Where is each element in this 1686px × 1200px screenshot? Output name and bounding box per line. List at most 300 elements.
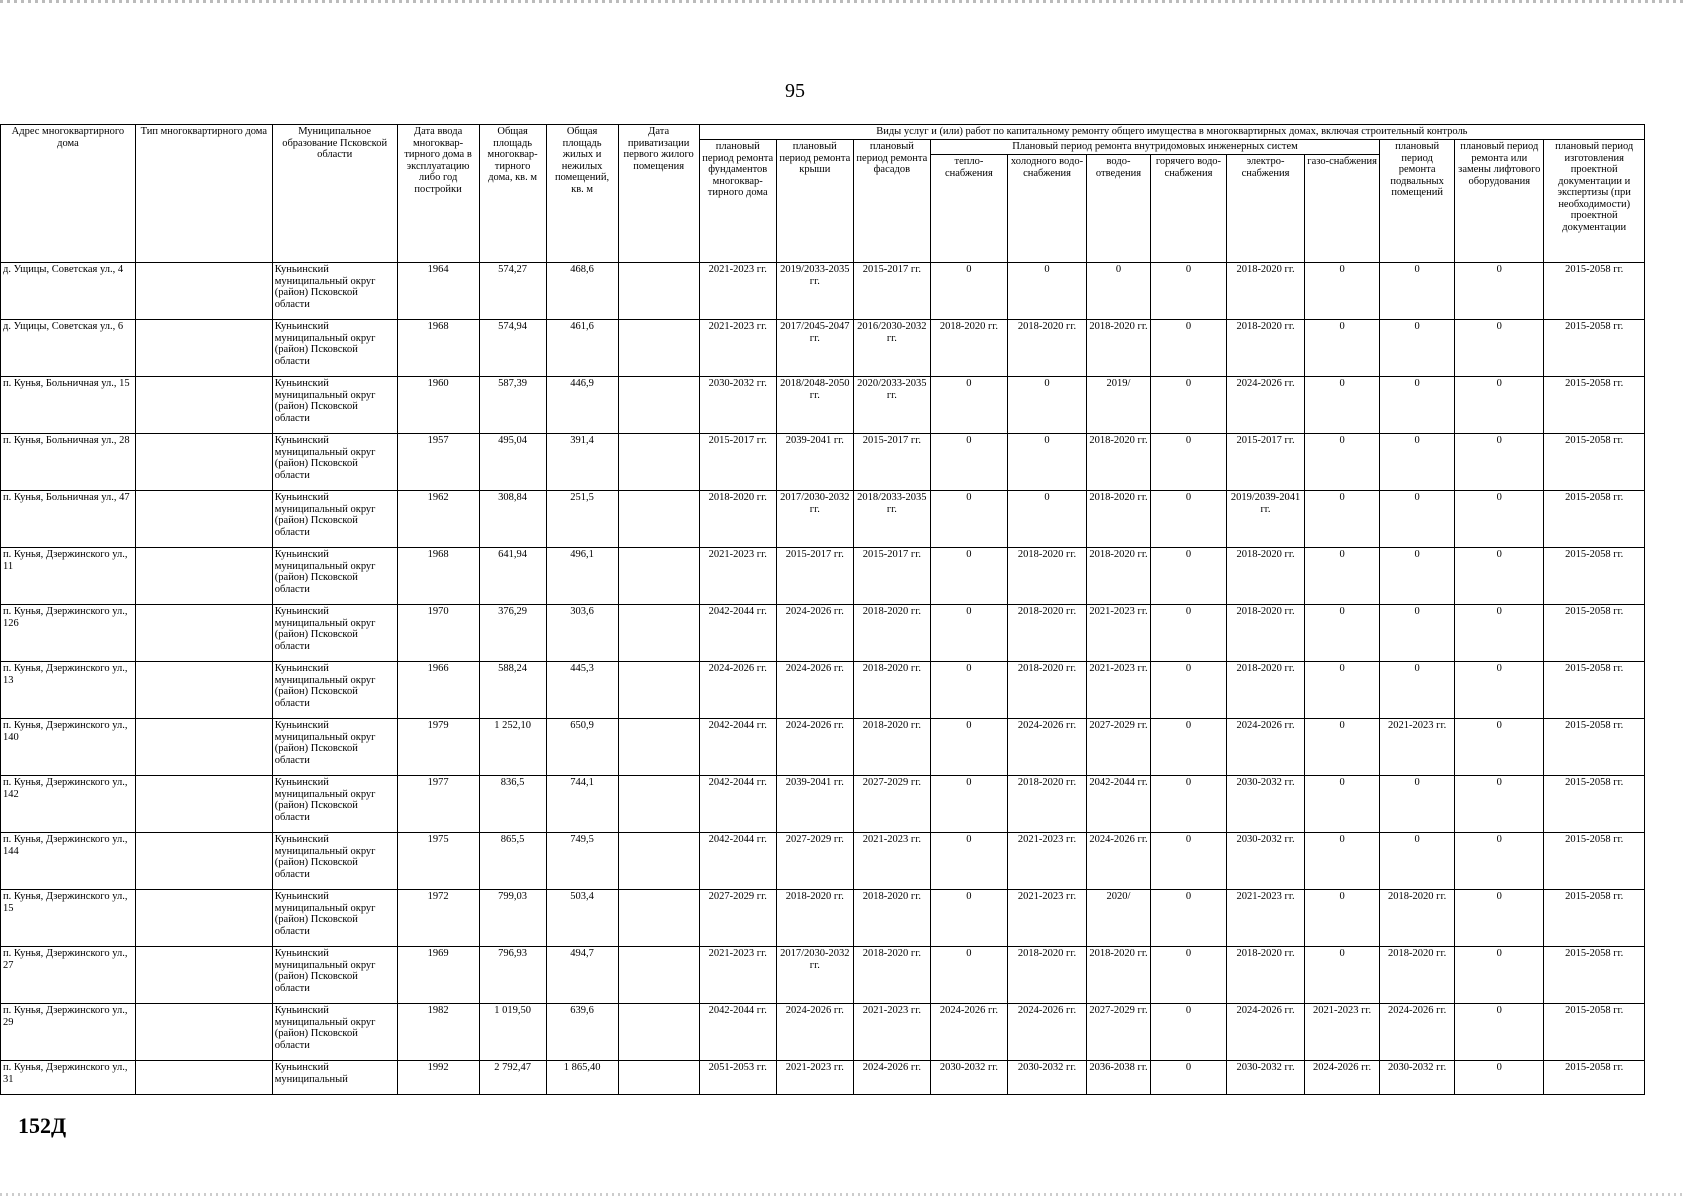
cell-design: 2015-2058 гг. (1544, 263, 1645, 320)
cell-basement: 0 (1380, 320, 1455, 377)
cell-privatization (618, 662, 699, 719)
cell-electric: 2030-2032 гг. (1227, 776, 1305, 833)
cell-elevator: 0 (1455, 377, 1544, 434)
cell-heat: 0 (930, 263, 1007, 320)
cell-foundation: 2015-2017 гг. (699, 434, 776, 491)
cell-electric: 2019/2039-2041 гг. (1227, 491, 1305, 548)
cell-basement: 2018-2020 гг. (1380, 890, 1455, 947)
cell-hot-water: 0 (1150, 1061, 1226, 1095)
cell-hot-water: 0 (1150, 947, 1226, 1004)
cell-type (135, 719, 272, 776)
cell-total-area: 1 252,10 (479, 719, 546, 776)
cell-elevator: 0 (1455, 605, 1544, 662)
cell-design: 2015-2058 гг. (1544, 1061, 1645, 1095)
cell-facade: 2021-2023 гг. (853, 1004, 930, 1061)
cell-heat: 0 (930, 491, 1007, 548)
cell-gas: 0 (1305, 434, 1380, 491)
cell-privatization (618, 377, 699, 434)
cell-roof: 2024-2026 гг. (776, 662, 853, 719)
cell-cold-water: 2018-2020 гг. (1007, 320, 1086, 377)
cell-municipality: Куньинский муниципальный округ (район) Псковской области (272, 263, 397, 320)
cell-sewer: 2021-2023 гг. (1087, 662, 1151, 719)
cell-premises-area: 639,6 (546, 1004, 618, 1061)
cell-sewer: 2018-2020 гг. (1087, 947, 1151, 1004)
cell-basement: 0 (1380, 377, 1455, 434)
header-roof: плановый период ремонта крыши (776, 140, 853, 263)
cell-total-area: 376,29 (479, 605, 546, 662)
cell-facade: 2018/2033-2035 гг. (853, 491, 930, 548)
cell-cold-water: 2018-2020 гг. (1007, 947, 1086, 1004)
footer-code: 152Д (18, 1113, 67, 1138)
cell-hot-water: 0 (1150, 662, 1226, 719)
cell-roof: 2024-2026 гг. (776, 719, 853, 776)
cell-electric: 2021-2023 гг. (1227, 890, 1305, 947)
header-total-area: Общая площадь многоквар-тирного дома, кв. м (479, 125, 546, 263)
cell-gas: 0 (1305, 320, 1380, 377)
cell-privatization (618, 833, 699, 890)
cell-basement: 2021-2023 гг. (1380, 719, 1455, 776)
cell-premises-area: 496,1 (546, 548, 618, 605)
header-address: Адрес многоквартирного дома (1, 125, 136, 263)
cell-type (135, 605, 272, 662)
cell-design: 2015-2058 гг. (1544, 548, 1645, 605)
cell-roof: 2021-2023 гг. (776, 1061, 853, 1095)
cell-premises-area: 494,7 (546, 947, 618, 1004)
cell-foundation: 2042-2044 гг. (699, 1004, 776, 1061)
cell-roof: 2017/2045-2047 гг. (776, 320, 853, 377)
cell-heat: 0 (930, 833, 1007, 890)
header-type: Тип многоквартирного дома (135, 125, 272, 263)
cell-foundation: 2042-2044 гг. (699, 833, 776, 890)
cell-design: 2015-2058 гг. (1544, 605, 1645, 662)
cell-type (135, 890, 272, 947)
cell-foundation: 2030-2032 гг. (699, 377, 776, 434)
cell-address: п. Кунья, Дзержинского ул., 126 (1, 605, 136, 662)
cell-elevator: 0 (1455, 1061, 1544, 1095)
cell-gas: 0 (1305, 662, 1380, 719)
cell-type (135, 776, 272, 833)
table-row (1, 491, 1645, 548)
cell-elevator: 0 (1455, 833, 1544, 890)
cell-design: 2015-2058 гг. (1544, 947, 1645, 1004)
cell-facade: 2015-2017 гг. (853, 434, 930, 491)
cell-elevator: 0 (1455, 776, 1544, 833)
cell-electric: 2018-2020 гг. (1227, 548, 1305, 605)
header-facade: плановый период ремонта фасадов (853, 140, 930, 263)
cell-hot-water: 0 (1150, 890, 1226, 947)
cell-hot-water: 0 (1150, 1004, 1226, 1061)
cell-foundation: 2027-2029 гг. (699, 890, 776, 947)
cell-facade: 2018-2020 гг. (853, 890, 930, 947)
cell-cold-water: 0 (1007, 377, 1086, 434)
header-works-group: Виды услуг и (или) работ по капитальному ремонту общего имущества в многоквартирных домах, включая строительный контроль (699, 125, 1644, 140)
cell-privatization (618, 263, 699, 320)
cell-privatization (618, 890, 699, 947)
table-row (1, 320, 1645, 377)
cell-year: 1957 (397, 434, 479, 491)
cell-electric: 2018-2020 гг. (1227, 662, 1305, 719)
cell-privatization (618, 776, 699, 833)
cell-facade: 2018-2020 гг. (853, 605, 930, 662)
cell-facade: 2021-2023 гг. (853, 833, 930, 890)
cell-municipality: Куньинский муниципальный округ (район) Псковской области (272, 1004, 397, 1061)
cell-premises-area: 461,6 (546, 320, 618, 377)
cell-electric: 2015-2017 гг. (1227, 434, 1305, 491)
header-electric: электро-снабжения (1227, 155, 1305, 263)
cell-year: 1979 (397, 719, 479, 776)
table-row (1, 947, 1645, 1004)
cell-privatization (618, 1004, 699, 1061)
cell-type (135, 662, 272, 719)
table-row (1, 548, 1645, 605)
cell-facade: 2016/2030-2032 гг. (853, 320, 930, 377)
cell-electric: 2024-2026 гг. (1227, 1004, 1305, 1061)
cell-sewer: 2027-2029 гг. (1087, 1004, 1151, 1061)
cell-facade: 2015-2017 гг. (853, 263, 930, 320)
cell-electric: 2018-2020 гг. (1227, 947, 1305, 1004)
cell-cold-water: 2030-2032 гг. (1007, 1061, 1086, 1095)
cell-basement: 0 (1380, 263, 1455, 320)
cell-premises-area: 468,6 (546, 263, 618, 320)
cell-type (135, 947, 272, 1004)
cell-premises-area: 650,9 (546, 719, 618, 776)
cell-foundation: 2021-2023 гг. (699, 947, 776, 1004)
cell-municipality: Куньинский муниципальный округ (район) Псковской области (272, 605, 397, 662)
cell-gas: 2021-2023 гг. (1305, 1004, 1380, 1061)
cell-roof: 2027-2029 гг. (776, 833, 853, 890)
cell-design: 2015-2058 гг. (1544, 434, 1645, 491)
cell-basement: 0 (1380, 833, 1455, 890)
cell-gas: 0 (1305, 491, 1380, 548)
cell-premises-area: 445,3 (546, 662, 618, 719)
cell-heat: 0 (930, 548, 1007, 605)
cell-total-area: 587,39 (479, 377, 546, 434)
cell-privatization (618, 320, 699, 377)
cell-cold-water: 2018-2020 гг. (1007, 605, 1086, 662)
cell-facade: 2018-2020 гг. (853, 662, 930, 719)
cell-elevator: 0 (1455, 719, 1544, 776)
cell-heat: 0 (930, 947, 1007, 1004)
cell-cold-water: 2024-2026 гг. (1007, 719, 1086, 776)
cell-foundation: 2051-2053 гг. (699, 1061, 776, 1095)
cell-elevator: 0 (1455, 548, 1544, 605)
cell-total-area: 574,94 (479, 320, 546, 377)
cell-total-area: 836,5 (479, 776, 546, 833)
cell-foundation: 2018-2020 гг. (699, 491, 776, 548)
cell-gas: 0 (1305, 833, 1380, 890)
cell-address: п. Кунья, Больничная ул., 47 (1, 491, 136, 548)
cell-heat: 0 (930, 776, 1007, 833)
cell-gas: 0 (1305, 776, 1380, 833)
cell-total-area: 1 019,50 (479, 1004, 546, 1061)
cell-privatization (618, 1061, 699, 1095)
cell-municipality: Куньинский муниципальный округ (район) Псковской области (272, 719, 397, 776)
cell-total-area: 308,84 (479, 491, 546, 548)
cell-municipality: Куньинский муниципальный округ (район) Псковской области (272, 377, 397, 434)
cell-sewer: 2018-2020 гг. (1087, 320, 1151, 377)
cell-elevator: 0 (1455, 662, 1544, 719)
header-design-docs: плановый период изготовления проектной документации и экспертизы (при необходимости) проектной документации (1544, 140, 1645, 263)
cell-premises-area: 749,5 (546, 833, 618, 890)
table-row (1, 833, 1645, 890)
cell-premises-area: 503,4 (546, 890, 618, 947)
cell-foundation: 2024-2026 гг. (699, 662, 776, 719)
cell-municipality: Куньинский муниципальный округ (район) Псковской области (272, 890, 397, 947)
table-row (1, 377, 1645, 434)
cell-type (135, 833, 272, 890)
cell-gas: 0 (1305, 377, 1380, 434)
cell-total-area: 2 792,47 (479, 1061, 546, 1095)
cell-cold-water: 2018-2020 гг. (1007, 662, 1086, 719)
table-row (1, 890, 1645, 947)
cell-elevator: 0 (1455, 263, 1544, 320)
cell-total-area: 588,24 (479, 662, 546, 719)
header-systems-group: Плановый период ремонта внутридомовых инженерных систем (930, 140, 1379, 155)
cell-municipality: Куньинский муниципальный округ (район) Псковской области (272, 662, 397, 719)
cell-sewer: 2020/ (1087, 890, 1151, 947)
cell-year: 1977 (397, 776, 479, 833)
cell-heat: 0 (930, 605, 1007, 662)
cell-facade: 2018-2020 гг. (853, 947, 930, 1004)
cell-municipality: Куньинский муниципальный округ (район) Псковской области (272, 320, 397, 377)
scan-edge-top (0, 0, 1686, 3)
cell-basement: 0 (1380, 491, 1455, 548)
table-body (1, 263, 1645, 1095)
cell-basement: 0 (1380, 605, 1455, 662)
cell-municipality: Куньинский муниципальный (272, 1061, 397, 1095)
cell-sewer: 2018-2020 гг. (1087, 434, 1151, 491)
cell-facade: 2024-2026 гг. (853, 1061, 930, 1095)
cell-address: д. Ущицы, Советская ул., 6 (1, 320, 136, 377)
cell-sewer: 2024-2026 гг. (1087, 833, 1151, 890)
cell-cold-water: 0 (1007, 491, 1086, 548)
cell-heat: 0 (930, 662, 1007, 719)
cell-hot-water: 0 (1150, 263, 1226, 320)
cell-roof: 2024-2026 гг. (776, 605, 853, 662)
table-row (1, 662, 1645, 719)
cell-elevator: 0 (1455, 434, 1544, 491)
cell-total-area: 574,27 (479, 263, 546, 320)
cell-elevator: 0 (1455, 947, 1544, 1004)
header-heat: тепло-снабжения (930, 155, 1007, 263)
cell-design: 2015-2058 гг. (1544, 1004, 1645, 1061)
cell-gas: 0 (1305, 263, 1380, 320)
cell-gas: 0 (1305, 947, 1380, 1004)
cell-foundation: 2021-2023 гг. (699, 548, 776, 605)
cell-foundation: 2021-2023 гг. (699, 263, 776, 320)
cell-heat: 0 (930, 377, 1007, 434)
cell-roof: 2019/2033-2035 гг. (776, 263, 853, 320)
cell-type (135, 491, 272, 548)
cell-address: п. Кунья, Больничная ул., 15 (1, 377, 136, 434)
cell-basement: 0 (1380, 434, 1455, 491)
cell-total-area: 865,5 (479, 833, 546, 890)
cell-hot-water: 0 (1150, 434, 1226, 491)
cell-address: д. Ущицы, Советская ул., 4 (1, 263, 136, 320)
cell-basement: 2018-2020 гг. (1380, 947, 1455, 1004)
cell-design: 2015-2058 гг. (1544, 320, 1645, 377)
cell-privatization (618, 947, 699, 1004)
cell-facade: 2015-2017 гг. (853, 548, 930, 605)
header-privatization-date: Дата приватизации первого жилого помещения (618, 125, 699, 263)
cell-hot-water: 0 (1150, 776, 1226, 833)
cell-gas: 0 (1305, 890, 1380, 947)
cell-municipality: Куньинский муниципальный округ (район) Псковской области (272, 833, 397, 890)
header-elevator: плановый период ремонта или замены лифтового оборудования (1455, 140, 1544, 263)
cell-year: 1975 (397, 833, 479, 890)
cell-elevator: 0 (1455, 1004, 1544, 1061)
cell-electric: 2024-2026 гг. (1227, 719, 1305, 776)
cell-roof: 2018-2020 гг. (776, 890, 853, 947)
cell-address: п. Кунья, Дзержинского ул., 142 (1, 776, 136, 833)
cell-basement: 0 (1380, 776, 1455, 833)
cell-year: 1970 (397, 605, 479, 662)
cell-municipality: Куньинский муниципальный округ (район) Псковской области (272, 776, 397, 833)
cell-address: п. Кунья, Дзержинского ул., 31 (1, 1061, 136, 1095)
cell-year: 1969 (397, 947, 479, 1004)
cell-foundation: 2042-2044 гг. (699, 776, 776, 833)
cell-municipality: Куньинский муниципальный округ (район) Псковской области (272, 947, 397, 1004)
cell-municipality: Куньинский муниципальный округ (район) Псковской области (272, 434, 397, 491)
page-number: 95 (785, 80, 805, 102)
cell-heat: 2024-2026 гг. (930, 1004, 1007, 1061)
cell-privatization (618, 434, 699, 491)
cell-gas: 0 (1305, 605, 1380, 662)
cell-hot-water: 0 (1150, 320, 1226, 377)
header-row-1 (1, 125, 1645, 140)
cell-address: п. Кунья, Дзержинского ул., 29 (1, 1004, 136, 1061)
cell-cold-water: 2021-2023 гг. (1007, 833, 1086, 890)
cell-year: 1982 (397, 1004, 479, 1061)
scan-edge-bottom (0, 1193, 1686, 1196)
cell-facade: 2027-2029 гг. (853, 776, 930, 833)
cell-type (135, 1061, 272, 1095)
cell-privatization (618, 491, 699, 548)
cell-cold-water: 2024-2026 гг. (1007, 1004, 1086, 1061)
cell-roof: 2024-2026 гг. (776, 1004, 853, 1061)
cell-facade: 2018-2020 гг. (853, 719, 930, 776)
cell-roof: 2018/2048-2050 гг. (776, 377, 853, 434)
cell-address: п. Кунья, Дзержинского ул., 140 (1, 719, 136, 776)
cell-address: п. Кунья, Дзержинского ул., 144 (1, 833, 136, 890)
cell-basement: 0 (1380, 662, 1455, 719)
cell-sewer: 2036-2038 гг. (1087, 1061, 1151, 1095)
cell-sewer: 2018-2020 гг. (1087, 491, 1151, 548)
cell-cold-water: 2021-2023 гг. (1007, 890, 1086, 947)
cell-sewer: 2018-2020 гг. (1087, 548, 1151, 605)
cell-elevator: 0 (1455, 890, 1544, 947)
cell-year: 1968 (397, 548, 479, 605)
cell-cold-water: 2018-2020 гг. (1007, 548, 1086, 605)
cell-total-area: 799,03 (479, 890, 546, 947)
cell-hot-water: 0 (1150, 719, 1226, 776)
cell-heat: 2018-2020 гг. (930, 320, 1007, 377)
cell-total-area: 495,04 (479, 434, 546, 491)
cell-sewer: 2021-2023 гг. (1087, 605, 1151, 662)
cell-type (135, 548, 272, 605)
cell-electric: 2018-2020 гг. (1227, 605, 1305, 662)
cell-electric: 2030-2032 гг. (1227, 833, 1305, 890)
cell-sewer: 2019/ (1087, 377, 1151, 434)
cell-premises-area: 744,1 (546, 776, 618, 833)
cell-foundation: 2042-2044 гг. (699, 605, 776, 662)
cell-roof: 2039-2041 гг. (776, 776, 853, 833)
cell-type (135, 263, 272, 320)
cell-hot-water: 0 (1150, 548, 1226, 605)
header-municipality: Муниципальное образование Псковской области (272, 125, 397, 263)
cell-year: 1972 (397, 890, 479, 947)
cell-hot-water: 0 (1150, 377, 1226, 434)
cell-privatization (618, 719, 699, 776)
cell-premises-area: 303,6 (546, 605, 618, 662)
table-row (1, 434, 1645, 491)
header-gas: газо-снабжения (1305, 155, 1380, 263)
cell-year: 1962 (397, 491, 479, 548)
cell-address: п. Кунья, Дзержинского ул., 27 (1, 947, 136, 1004)
cell-municipality: Куньинский муниципальный округ (район) Псковской области (272, 548, 397, 605)
cell-address: п. Кунья, Дзержинского ул., 15 (1, 890, 136, 947)
cell-design: 2015-2058 гг. (1544, 833, 1645, 890)
cell-hot-water: 0 (1150, 491, 1226, 548)
cell-type (135, 320, 272, 377)
cell-type (135, 434, 272, 491)
cell-roof: 2017/2030-2032 гг. (776, 947, 853, 1004)
cell-year: 1992 (397, 1061, 479, 1095)
cell-elevator: 0 (1455, 320, 1544, 377)
cell-hot-water: 0 (1150, 605, 1226, 662)
header-foundation: плановый период ремонта фундаментов многоквар-тирного дома (699, 140, 776, 263)
cell-heat: 2030-2032 гг. (930, 1061, 1007, 1095)
table-row (1, 776, 1645, 833)
table-row (1, 1061, 1645, 1095)
cell-design: 2015-2058 гг. (1544, 377, 1645, 434)
cell-design: 2015-2058 гг. (1544, 662, 1645, 719)
cell-gas: 0 (1305, 548, 1380, 605)
cell-roof: 2015-2017 гг. (776, 548, 853, 605)
header-premises-area: Общая площадь жилых и нежилых помещений, кв. м (546, 125, 618, 263)
header-hot-water: горячего водо-снабжения (1150, 155, 1226, 263)
cell-electric: 2018-2020 гг. (1227, 263, 1305, 320)
cell-design: 2015-2058 гг. (1544, 491, 1645, 548)
cell-year: 1964 (397, 263, 479, 320)
cell-cold-water: 0 (1007, 263, 1086, 320)
cell-address: п. Кунья, Дзержинского ул., 11 (1, 548, 136, 605)
cell-electric: 2030-2032 гг. (1227, 1061, 1305, 1095)
cell-roof: 2039-2041 гг. (776, 434, 853, 491)
cell-municipality: Куньинский муниципальный округ (район) Псковской области (272, 491, 397, 548)
header-sewer: водо-отведения (1087, 155, 1151, 263)
table-row (1, 263, 1645, 320)
cell-electric: 2024-2026 гг. (1227, 377, 1305, 434)
cell-roof: 2017/2030-2032 гг. (776, 491, 853, 548)
cell-premises-area: 251,5 (546, 491, 618, 548)
cell-premises-area: 391,4 (546, 434, 618, 491)
cell-foundation: 2042-2044 гг. (699, 719, 776, 776)
cell-gas: 0 (1305, 719, 1380, 776)
cell-year: 1966 (397, 662, 479, 719)
cell-address: п. Кунья, Дзержинского ул., 13 (1, 662, 136, 719)
cell-design: 2015-2058 гг. (1544, 776, 1645, 833)
table-row (1, 605, 1645, 662)
cell-hot-water: 0 (1150, 833, 1226, 890)
cell-sewer: 2042-2044 гг. (1087, 776, 1151, 833)
cell-facade: 2020/2033-2035 гг. (853, 377, 930, 434)
table-row (1, 719, 1645, 776)
cell-design: 2015-2058 гг. (1544, 719, 1645, 776)
cell-heat: 0 (930, 719, 1007, 776)
cell-type (135, 1004, 272, 1061)
cell-basement: 2030-2032 гг. (1380, 1061, 1455, 1095)
